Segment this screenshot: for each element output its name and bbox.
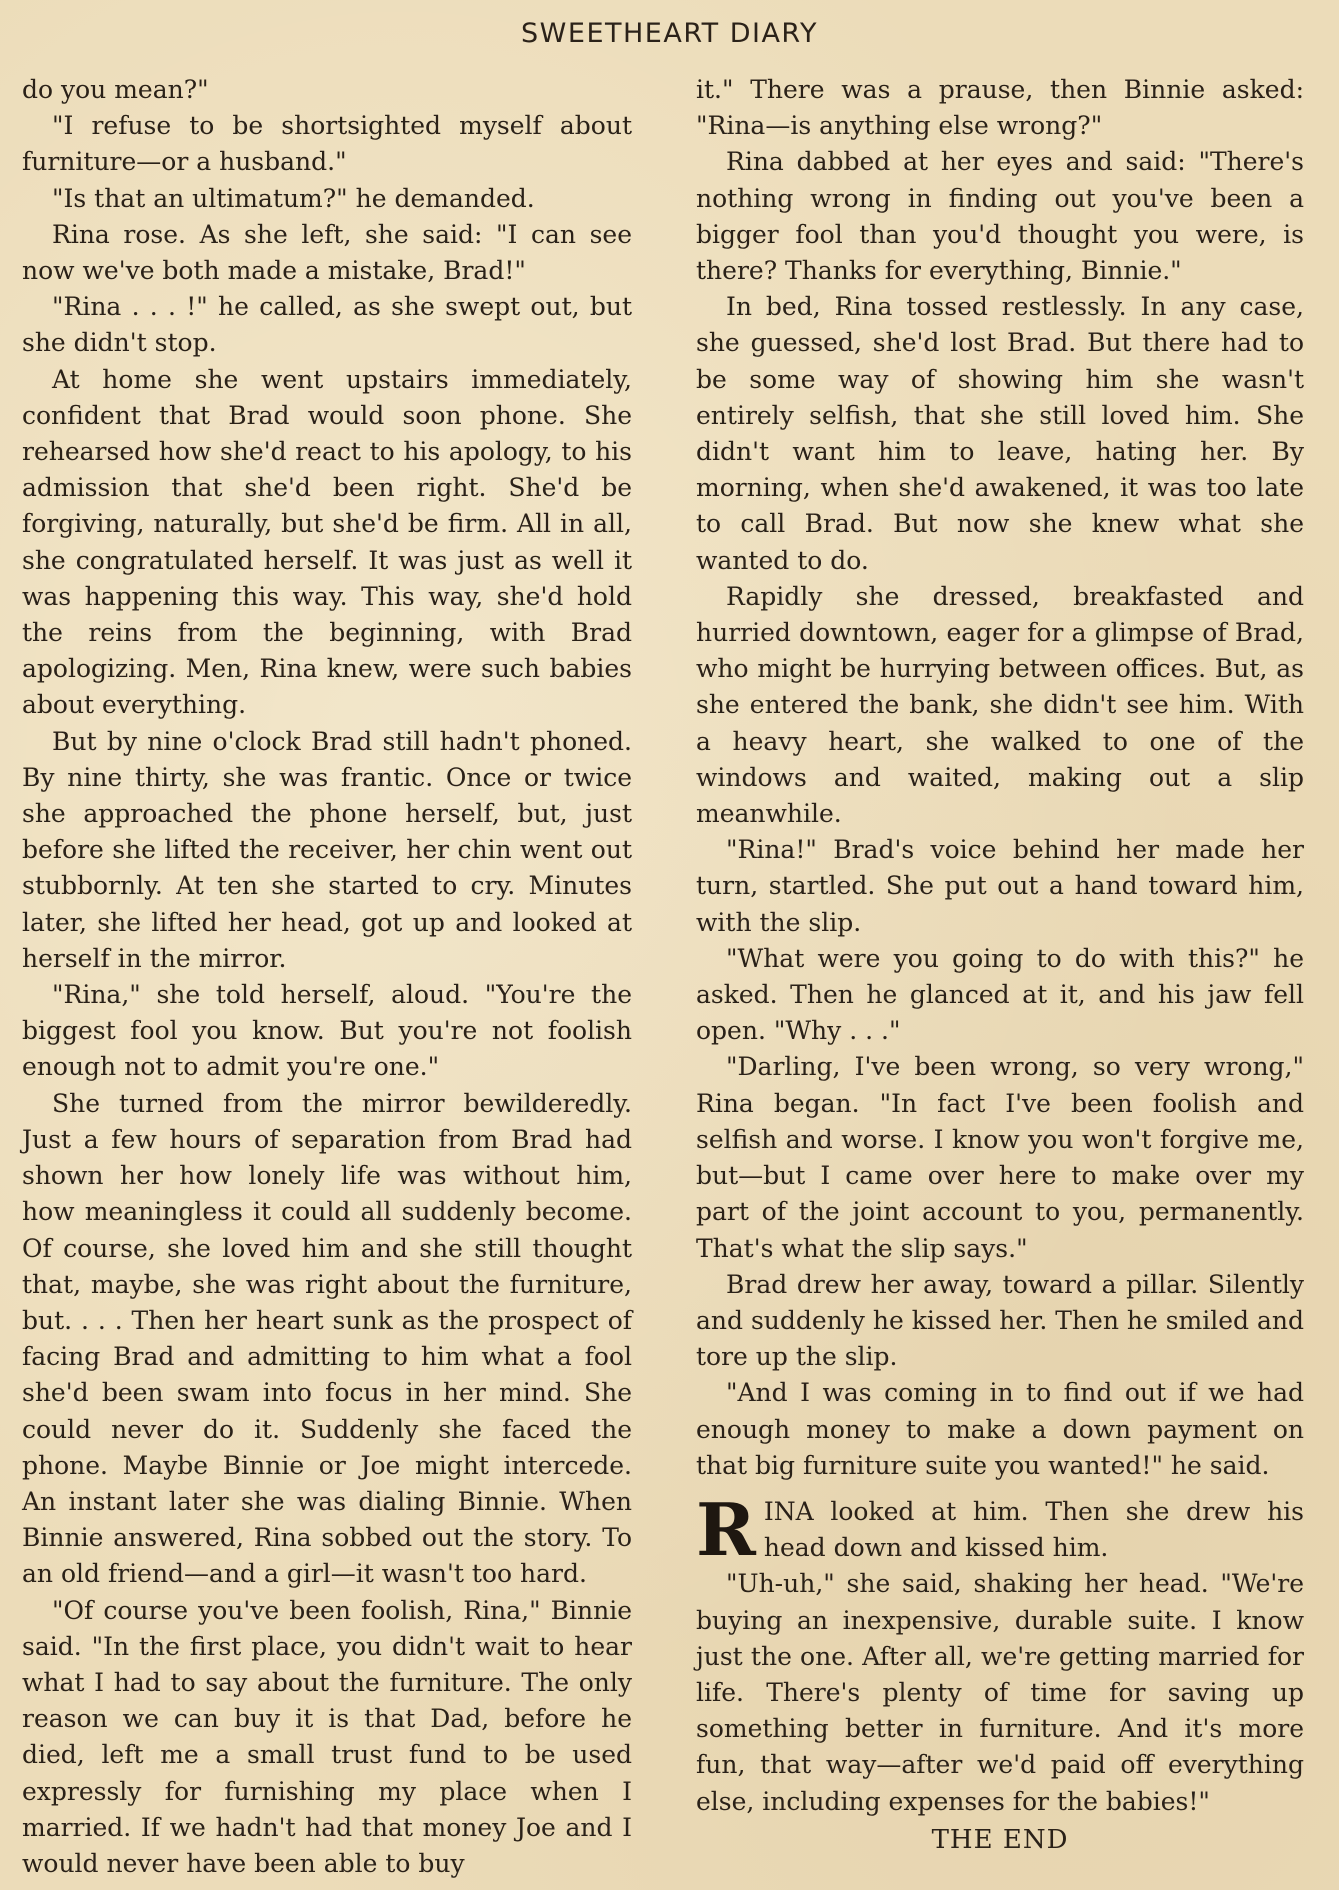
paragraph: "Is that an ultimatum?" he demanded. [52, 183, 535, 213]
paragraph: In bed, Rina tossed restlessly. In any case, she guessed, she'd lost Brad. But there had to be some way of showing him she wasn't entirely selfish, that she still loved him. She didn't want him to leave, hating her. By morning, when she'd awakened, it was too late to call Brad. But now she knew what she wanted to do. [696, 292, 1304, 575]
paragraph: "And I was coming in to find out if we had enough money to make a down payment on that big furniture suite you wanted!" he said. [696, 1378, 1304, 1480]
right-column [696, 72, 1304, 1858]
paragraph: But by nine o'clock Brad still hadn't phoned. By nine thirty, she was frantic. Once or twice she approached the phone herself, but, just before she lifted the receiver, her chin went out stubbornly. At ten she started to cry. Minutes later, she lifted her head, got up and looked at herself in the mirror. [22, 726, 632, 973]
paragraph: "Uh-uh," she said, shaking her head. "We're buying an inexpensive, durable suite. I know just the one. After all, we're getting married for life. There's plenty of time for saving up something better in furniture. And it's more fun, that way—after we'd paid off everything else, including expenses for the babies!" [696, 1569, 1304, 1816]
dropcap-paragraph [696, 1486, 1304, 1572]
paragraph: "Rina," she told herself, aloud. "You're the biggest fool you know. But you're not foolish enough not to admit you're one." [22, 980, 632, 1082]
drop-cap: R [696, 1486, 756, 1572]
page-header: SWEETHEART DIARY [521, 18, 818, 49]
paragraph: "Rina . . . !" he called, as she swept out, but she didn't stop. [22, 292, 632, 358]
paragraph: "Darling, I've been wrong, so very wrong," Rina began. "In fact I've been foolish and selfish and worse. I know you won't forgive me, but—but I came over here to make over my part of the joint account to you, permanently. That's what the slip says." [696, 1052, 1304, 1263]
paragraph: At home she went upstairs immediately, confident that Brad would soon phone. She rehearsed how she'd react to his apology, to his admission that she'd been right. She'd be forgiving, naturally, but she'd be firm. All in all, she congratulated herself. It was just as well it was happening this way. This way, she'd hold the reins from the beginning, with Brad apologizing. Men, Rina knew, were such babies about everything. [22, 364, 632, 720]
paragraph: "Rina!" Brad's voice behind her made her turn, startled. She put out a hand toward him, with the slip. [696, 835, 1304, 937]
paragraph: do you mean?" [22, 75, 209, 104]
paragraph: "I refuse to be shortsighted myself about furniture—or a husband." [22, 111, 632, 177]
paragraph: it." There was a prause, then Binnie asked: "Rina—is anything else wrong?" [696, 75, 1304, 141]
paragraph: Rina rose. As she left, she said: "I can see now we've both made a mistake, Brad!" [22, 219, 632, 286]
left-column [22, 72, 632, 1882]
paragraph: "What were you going to do with this?" he asked. Then he glanced at it, and his jaw fell open. "Why . . ." [696, 943, 1304, 1046]
the-end: THE END [931, 1824, 1069, 1855]
paragraph: "Of course you've been foolish, Rina," Binnie said. "In the first place, you didn't wait to hear what I had to say about the furniture. The only reason we can buy it is that Dad, before he died, left me a small trust fund to be used expressly for furnishing my place when I married. If we hadn't had that money Joe and I would never have been able to buy [22, 1595, 632, 1878]
paragraph: Rina dabbed at her eyes and said: "There's nothing wrong in finding out you've been a bigger fool than you'd thought you were, is there? Thanks for everything, Binnie." [696, 147, 1304, 286]
paragraph: Brad drew her away, toward a pillar. Silently and suddenly he kissed her. Then he smiled and tore up the slip. [696, 1269, 1304, 1372]
paragraph: She turned from the mirror bewilderedly. Just a few hours of separation from Brad had shown her how lonely life was without him, how meaningless it could all suddenly become. Of course, she loved him and she still thought that, maybe, she was right about the furniture, but. . . . Then her heart sunk as the prospect of facing Brad and admitting to him what a fool she'd been swam into focus in her mind. She could never do it. Suddenly she faced the phone. Maybe Binnie or Joe might intercede. An instant later she was dialing Binnie. When Binnie answered, Rina sobbed out the story. To an old friend—and a girl—it wasn't too hard. [22, 1088, 632, 1589]
dropcap-text: INA looked at him. Then she drew his head down and kissed him. [763, 1496, 1304, 1563]
paragraph: Rapidly she dressed, breakfasted and hurried downtown, eager for a glimpse of Brad, who might be hurrying between offices. But, as she entered the bank, she didn't see him. With a heavy heart, she walked to one of the windows and waited, making out a slip meanwhile. [696, 581, 1304, 829]
